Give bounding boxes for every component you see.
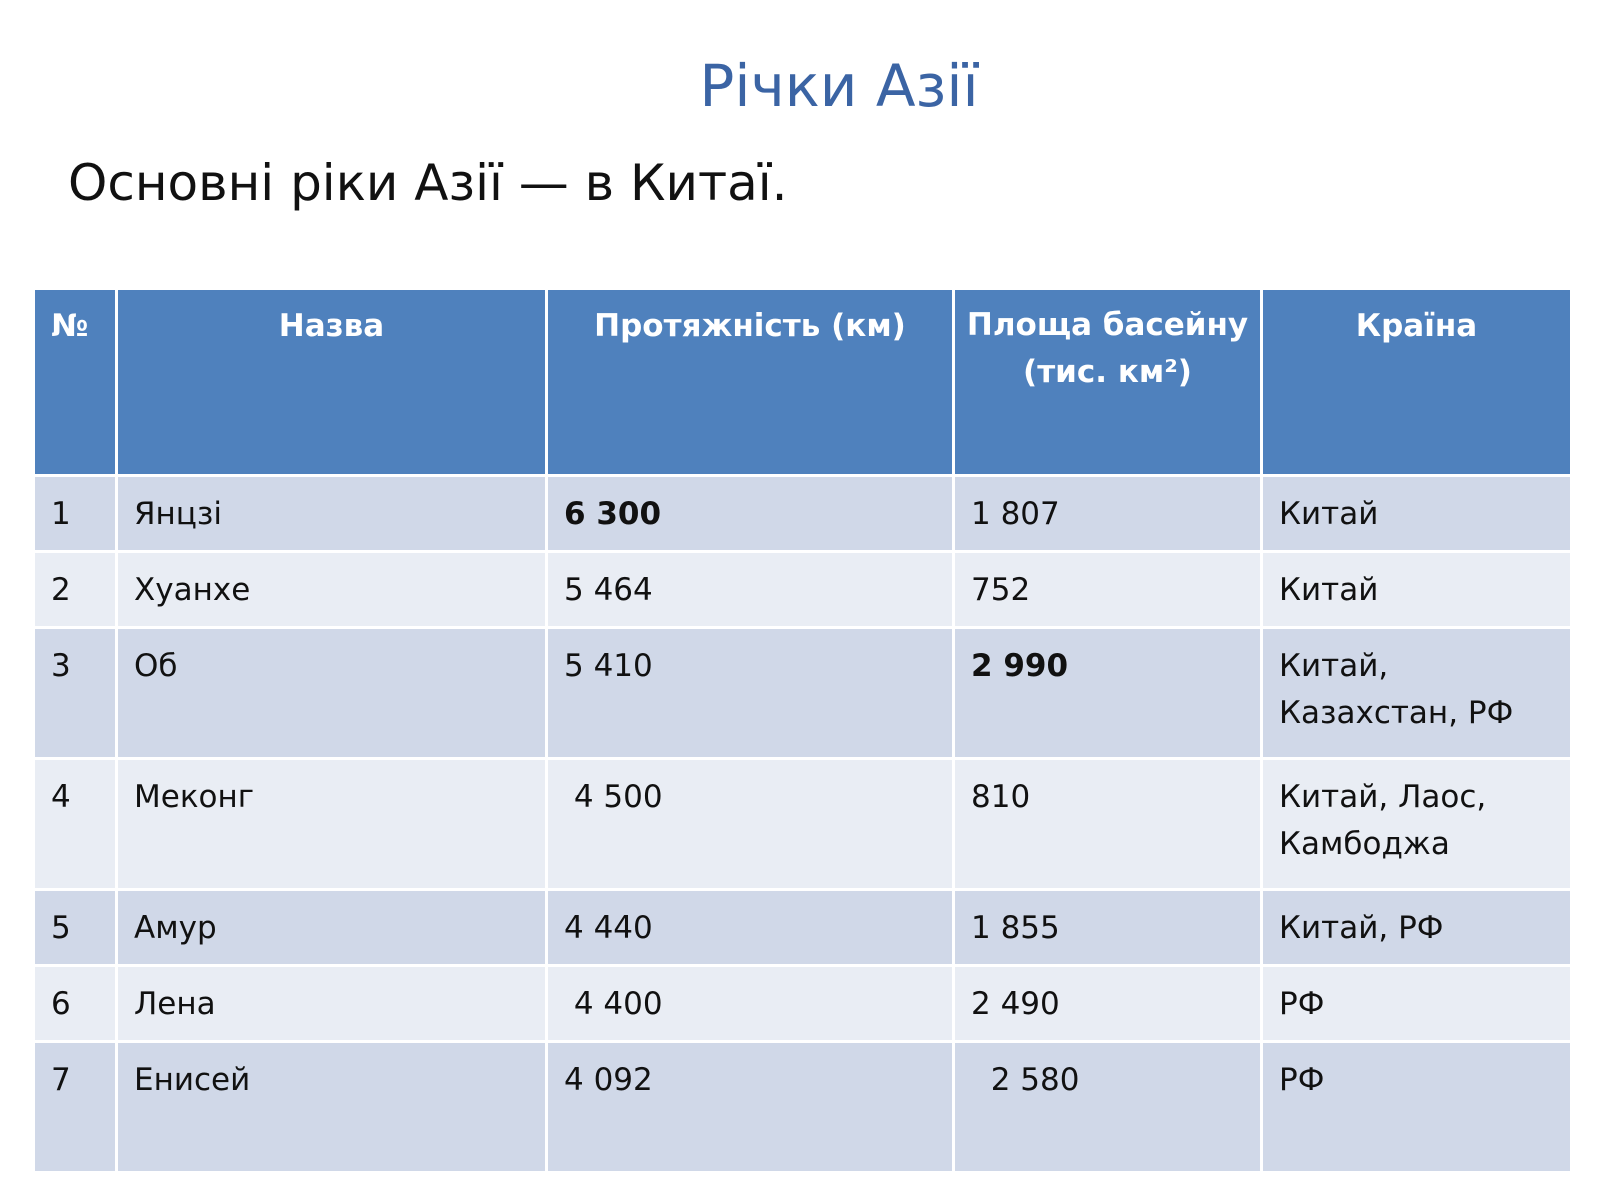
cell-length: 5 410: [547, 628, 954, 759]
cell-name: Енисей: [117, 1042, 547, 1173]
cell-num: 1: [34, 476, 117, 552]
cell-country-line1: Китай, Лаос,: [1279, 779, 1487, 815]
cell-country: [1262, 1042, 1572, 1173]
cell-area: 1 807: [954, 476, 1262, 552]
cell-country-line2: Камбоджа: [1279, 826, 1450, 862]
cell-country-line1: РФ: [1279, 1062, 1325, 1098]
header-area-line1: Площа басейну: [966, 307, 1249, 343]
rivers-table: [32, 287, 1573, 1174]
cell-area: 1 855: [954, 890, 1262, 966]
header-num: №: [34, 289, 117, 476]
header-area: [954, 289, 1262, 476]
cell-num: 4: [34, 759, 117, 890]
cell-country-line1: Китай,: [1279, 648, 1389, 684]
table-row: [34, 1042, 1572, 1173]
cell-length: 4 400: [547, 966, 954, 1042]
cell-country-line1: Китай, РФ: [1279, 910, 1444, 946]
cell-country: [1262, 476, 1572, 552]
cell-name: Амур: [117, 890, 547, 966]
cell-num: 5: [34, 890, 117, 966]
cell-num: 6: [34, 966, 117, 1042]
cell-name: Янцзі: [117, 476, 547, 552]
cell-area: 2 490: [954, 966, 1262, 1042]
table-row: [34, 890, 1572, 966]
cell-length: 4 092: [547, 1042, 954, 1173]
cell-length: 4 440: [547, 890, 954, 966]
header-name: Назва: [117, 289, 547, 476]
cell-country: [1262, 890, 1572, 966]
cell-length: 4 500: [547, 759, 954, 890]
cell-num: 3: [34, 628, 117, 759]
cell-country-line1: РФ: [1279, 986, 1325, 1022]
header-country: Країна: [1262, 289, 1572, 476]
cell-area: 752: [954, 552, 1262, 628]
cell-country: [1262, 966, 1572, 1042]
cell-name: Лена: [117, 966, 547, 1042]
header-area-line2: (тис. км²): [1023, 354, 1192, 390]
table-row: [34, 628, 1572, 759]
cell-country-line2: Казахстан, РФ: [1279, 695, 1514, 731]
cell-length: 5 464: [547, 552, 954, 628]
cell-length: 6 300: [547, 476, 954, 552]
slide-subtitle: Основні ріки Азії — в Китаї.: [68, 154, 788, 212]
slide-title: Річки Азії: [699, 52, 979, 120]
table-row: [34, 759, 1572, 890]
table-row: [34, 476, 1572, 552]
header-length: Протяжність (км): [547, 289, 954, 476]
cell-country: [1262, 759, 1572, 890]
cell-name: Об: [117, 628, 547, 759]
cell-area: 2 990: [954, 628, 1262, 759]
table-header-row: [34, 289, 1572, 476]
cell-country-line1: Китай: [1279, 496, 1379, 532]
cell-area: 2 580: [954, 1042, 1262, 1173]
cell-name: Хуанхе: [117, 552, 547, 628]
cell-country-line1: Китай: [1279, 572, 1379, 608]
cell-country: [1262, 552, 1572, 628]
cell-country: [1262, 628, 1572, 759]
cell-name: Меконг: [117, 759, 547, 890]
table-row: [34, 966, 1572, 1042]
table-row: [34, 552, 1572, 628]
cell-area: 810: [954, 759, 1262, 890]
cell-num: 7: [34, 1042, 117, 1173]
cell-num: 2: [34, 552, 117, 628]
